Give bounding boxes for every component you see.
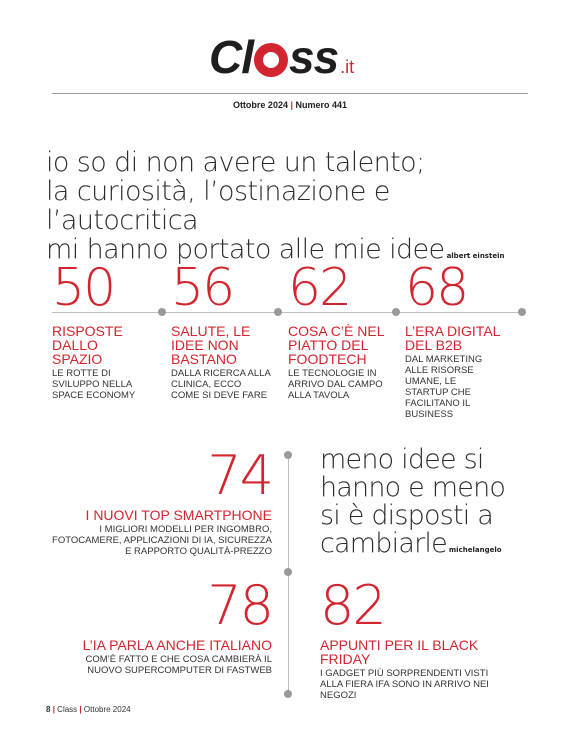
page-number: 62	[288, 258, 351, 318]
logo-text-prefix: Cl	[209, 31, 253, 83]
article-title: L’ERA DIGITAL DEL B2B	[405, 323, 500, 353]
footer-separator: |	[79, 705, 82, 714]
page-number: 68	[405, 258, 468, 318]
quote-line: la curiosità, l’ostinazione e l’autocritica	[46, 176, 390, 236]
logo-a-ring-icon	[254, 43, 288, 77]
article-62[interactable]	[288, 258, 400, 401]
quote-einstein	[46, 148, 546, 271]
quote-line: mi hanno portato alle mie idee	[46, 234, 445, 265]
footer-page-number: 8	[46, 705, 51, 714]
article-78[interactable]	[40, 574, 272, 676]
quote-line: cambiarle	[320, 528, 447, 559]
divider-dot	[284, 568, 292, 576]
article-title: L’IA PARLA ANCHE ITALIANO	[82, 637, 272, 653]
masthead-divider	[52, 93, 528, 94]
article-desc: COM’È FATTO E CHE COSA CAMBIERÀ IL NUOVO SUPERCOMPUTER DI FASTWEB	[85, 654, 272, 676]
issue-date: Ottobre 2024	[232, 100, 288, 110]
class-logo	[209, 32, 379, 82]
footer-date: Ottobre 2024	[83, 705, 131, 714]
article-title: SALUTE, LE IDEE NON BASTANO	[171, 323, 251, 367]
quote-michelangelo	[320, 446, 540, 564]
article-title: APPUNTI PER IL BLACK FRIDAY	[320, 637, 479, 667]
quote-line: io so di non avere un talento;	[46, 147, 425, 178]
article-56[interactable]	[171, 258, 281, 401]
page-number: 78	[207, 574, 272, 637]
issue-number: Numero 441	[295, 100, 348, 110]
issue-separator: |	[290, 100, 294, 110]
divider-dot	[284, 451, 292, 459]
divider-dot	[284, 690, 292, 698]
article-title: COSA C’È NEL PIATTO DEL FOODTECH	[288, 323, 384, 367]
quote-line: si è disposti a	[320, 500, 493, 531]
article-50[interactable]	[52, 258, 162, 401]
quote-line-last	[320, 530, 540, 564]
article-title: RISPOSTE DALLO SPAZIO	[52, 323, 123, 367]
footer-brand: Class	[57, 705, 78, 714]
article-desc: I MIGLIORI MODELLI PER INGOMBRO, FOTOCAMERE, APPLICAZIONI DI IA, SICUREZZA E RAPPORTO QUALITÀ-PREZZO	[52, 524, 272, 557]
article-desc: LE ROTTE DI SVILUPPO NELLA SPACE ECONOMY	[52, 368, 136, 401]
issue-line	[0, 100, 580, 110]
article-74[interactable]	[40, 444, 272, 557]
quote-line: hanno e meno	[320, 472, 506, 503]
article-82[interactable]	[320, 574, 530, 701]
quote-line: meno idee si	[320, 444, 484, 475]
article-desc: LE TECNOLOGIE IN ARRIVO DAL CAMPO ALLA TAVOLA	[288, 368, 383, 401]
logo-text-suffix: ss	[289, 31, 339, 83]
article-title: I NUOVI TOP SMARTPHONE	[85, 507, 272, 523]
page-number: 74	[207, 444, 272, 507]
page-number: 82	[320, 574, 385, 637]
article-desc: DALLA RICERCA ALLA CLINICA, ECCO COME SI DEVE FARE	[171, 368, 271, 401]
logo-tld: .it	[340, 57, 355, 77]
article-68[interactable]	[405, 258, 523, 420]
article-desc: I GADGET PIÙ SORPRENDENTI VISTI ALLA FIERA IFA SONO IN ARRIVO NEI NEGOZI	[320, 668, 489, 701]
article-desc: DAL MARKETING ALLE RISORSE UMANE, LE STARTUP CHE FACILITANO IL BUSINESS	[405, 354, 483, 420]
footer-separator: |	[52, 705, 55, 714]
page-footer	[46, 705, 131, 714]
quote-author: albert einstein	[446, 252, 505, 260]
page-number: 50	[52, 258, 115, 318]
page-number: 56	[171, 258, 234, 318]
quote-author: michelangelo	[448, 546, 502, 554]
